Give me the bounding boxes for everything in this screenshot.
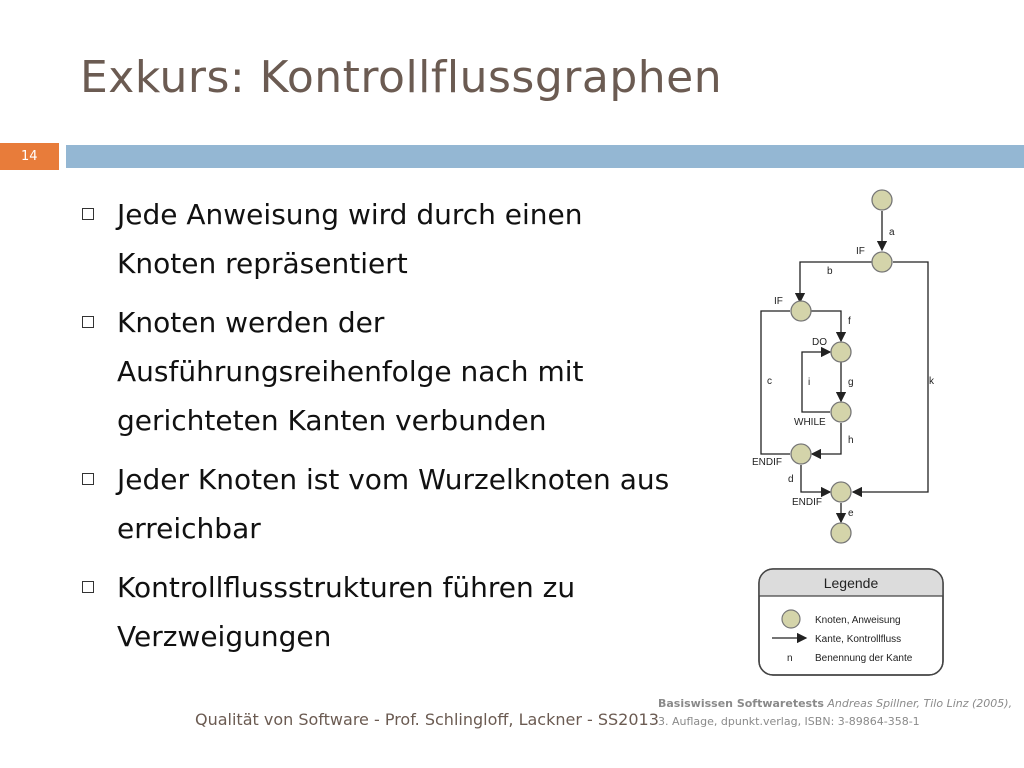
node-do — [831, 342, 851, 362]
node-label-endif2: ENDIF — [792, 497, 822, 508]
bullet-item — [80, 455, 690, 553]
bullet-text: Kontrollflussstrukturen führen zu Verzweigungen — [117, 571, 576, 653]
citation-title: Basiswissen Softwaretests — [658, 697, 824, 710]
node-label-endif1: ENDIF — [752, 457, 782, 468]
citation-details: 3. Auflage, dpunkt.verlag, ISBN: 3-89864-358-1 — [658, 715, 920, 728]
edge-label-e: e — [848, 508, 854, 519]
bullet-item — [80, 563, 690, 661]
edge-d — [801, 465, 830, 492]
header-bar — [66, 145, 1024, 168]
bullet-text: Jede Anweisung wird durch einen Knoten repräsentiert — [117, 198, 583, 280]
citation-authors: Andreas Spillner, Tilo Linz (2005), — [827, 697, 1013, 710]
slide-title: Exkurs: Kontrollflussgraphen — [80, 52, 723, 103]
legend-edge-name-symbol: n — [787, 653, 793, 664]
bullet-square-icon — [82, 581, 94, 593]
edge-label-d: d — [788, 474, 794, 485]
legend-item-label: Benennung der Kante — [815, 653, 913, 664]
node-if1 — [872, 252, 892, 272]
bullet-square-icon — [82, 208, 94, 220]
edge-i — [802, 352, 830, 412]
control-flow-graph — [750, 186, 960, 546]
node-label-do: DO — [812, 337, 827, 348]
edge-label-c: c — [767, 376, 772, 387]
legend-item-label: Knoten, Anweisung — [815, 615, 901, 626]
bullet-square-icon — [82, 316, 94, 328]
node-start — [872, 190, 892, 210]
node-end — [831, 523, 851, 543]
bullet-text: Knoten werden der Ausführungsreihenfolge nach mit gerichteten Kanten verbunden — [117, 306, 584, 437]
bullet-item — [80, 190, 690, 288]
legend-item-label: Kante, Kontrollfluss — [815, 634, 902, 645]
node-while — [831, 402, 851, 422]
edge-label-b: b — [827, 266, 833, 277]
bullet-square-icon — [82, 473, 94, 485]
node-if2 — [791, 301, 811, 321]
source-citation — [658, 695, 1018, 731]
edge-c — [761, 311, 790, 454]
node-endif1 — [791, 444, 811, 464]
bullet-list — [80, 190, 690, 671]
legend-title: Legende — [823, 575, 879, 591]
node-label-if2: IF — [774, 296, 783, 307]
node-label-if1: IF — [856, 246, 865, 257]
node-label-while: WHILE — [794, 417, 826, 428]
diagram-legend — [758, 568, 944, 676]
edge-label-a: a — [889, 227, 895, 238]
edge-label-h: h — [848, 435, 854, 446]
node-endif2 — [831, 482, 851, 502]
edge-label-f: f — [848, 316, 851, 327]
slide-footer: Qualität von Software - Prof. Schlingloff, Lackner - SS2013 — [195, 710, 659, 729]
edge-label-g: g — [848, 377, 854, 388]
edge-label-i: i — [808, 377, 811, 388]
bullet-text: Jeder Knoten ist vom Wurzelknoten aus erreichbar — [117, 463, 670, 545]
edge-k — [853, 262, 928, 492]
bullet-item — [80, 298, 690, 445]
slide-number: 14 — [0, 143, 59, 170]
edge-b — [800, 262, 872, 302]
edge-label-k: k — [929, 376, 934, 387]
legend-node-icon — [782, 610, 800, 628]
